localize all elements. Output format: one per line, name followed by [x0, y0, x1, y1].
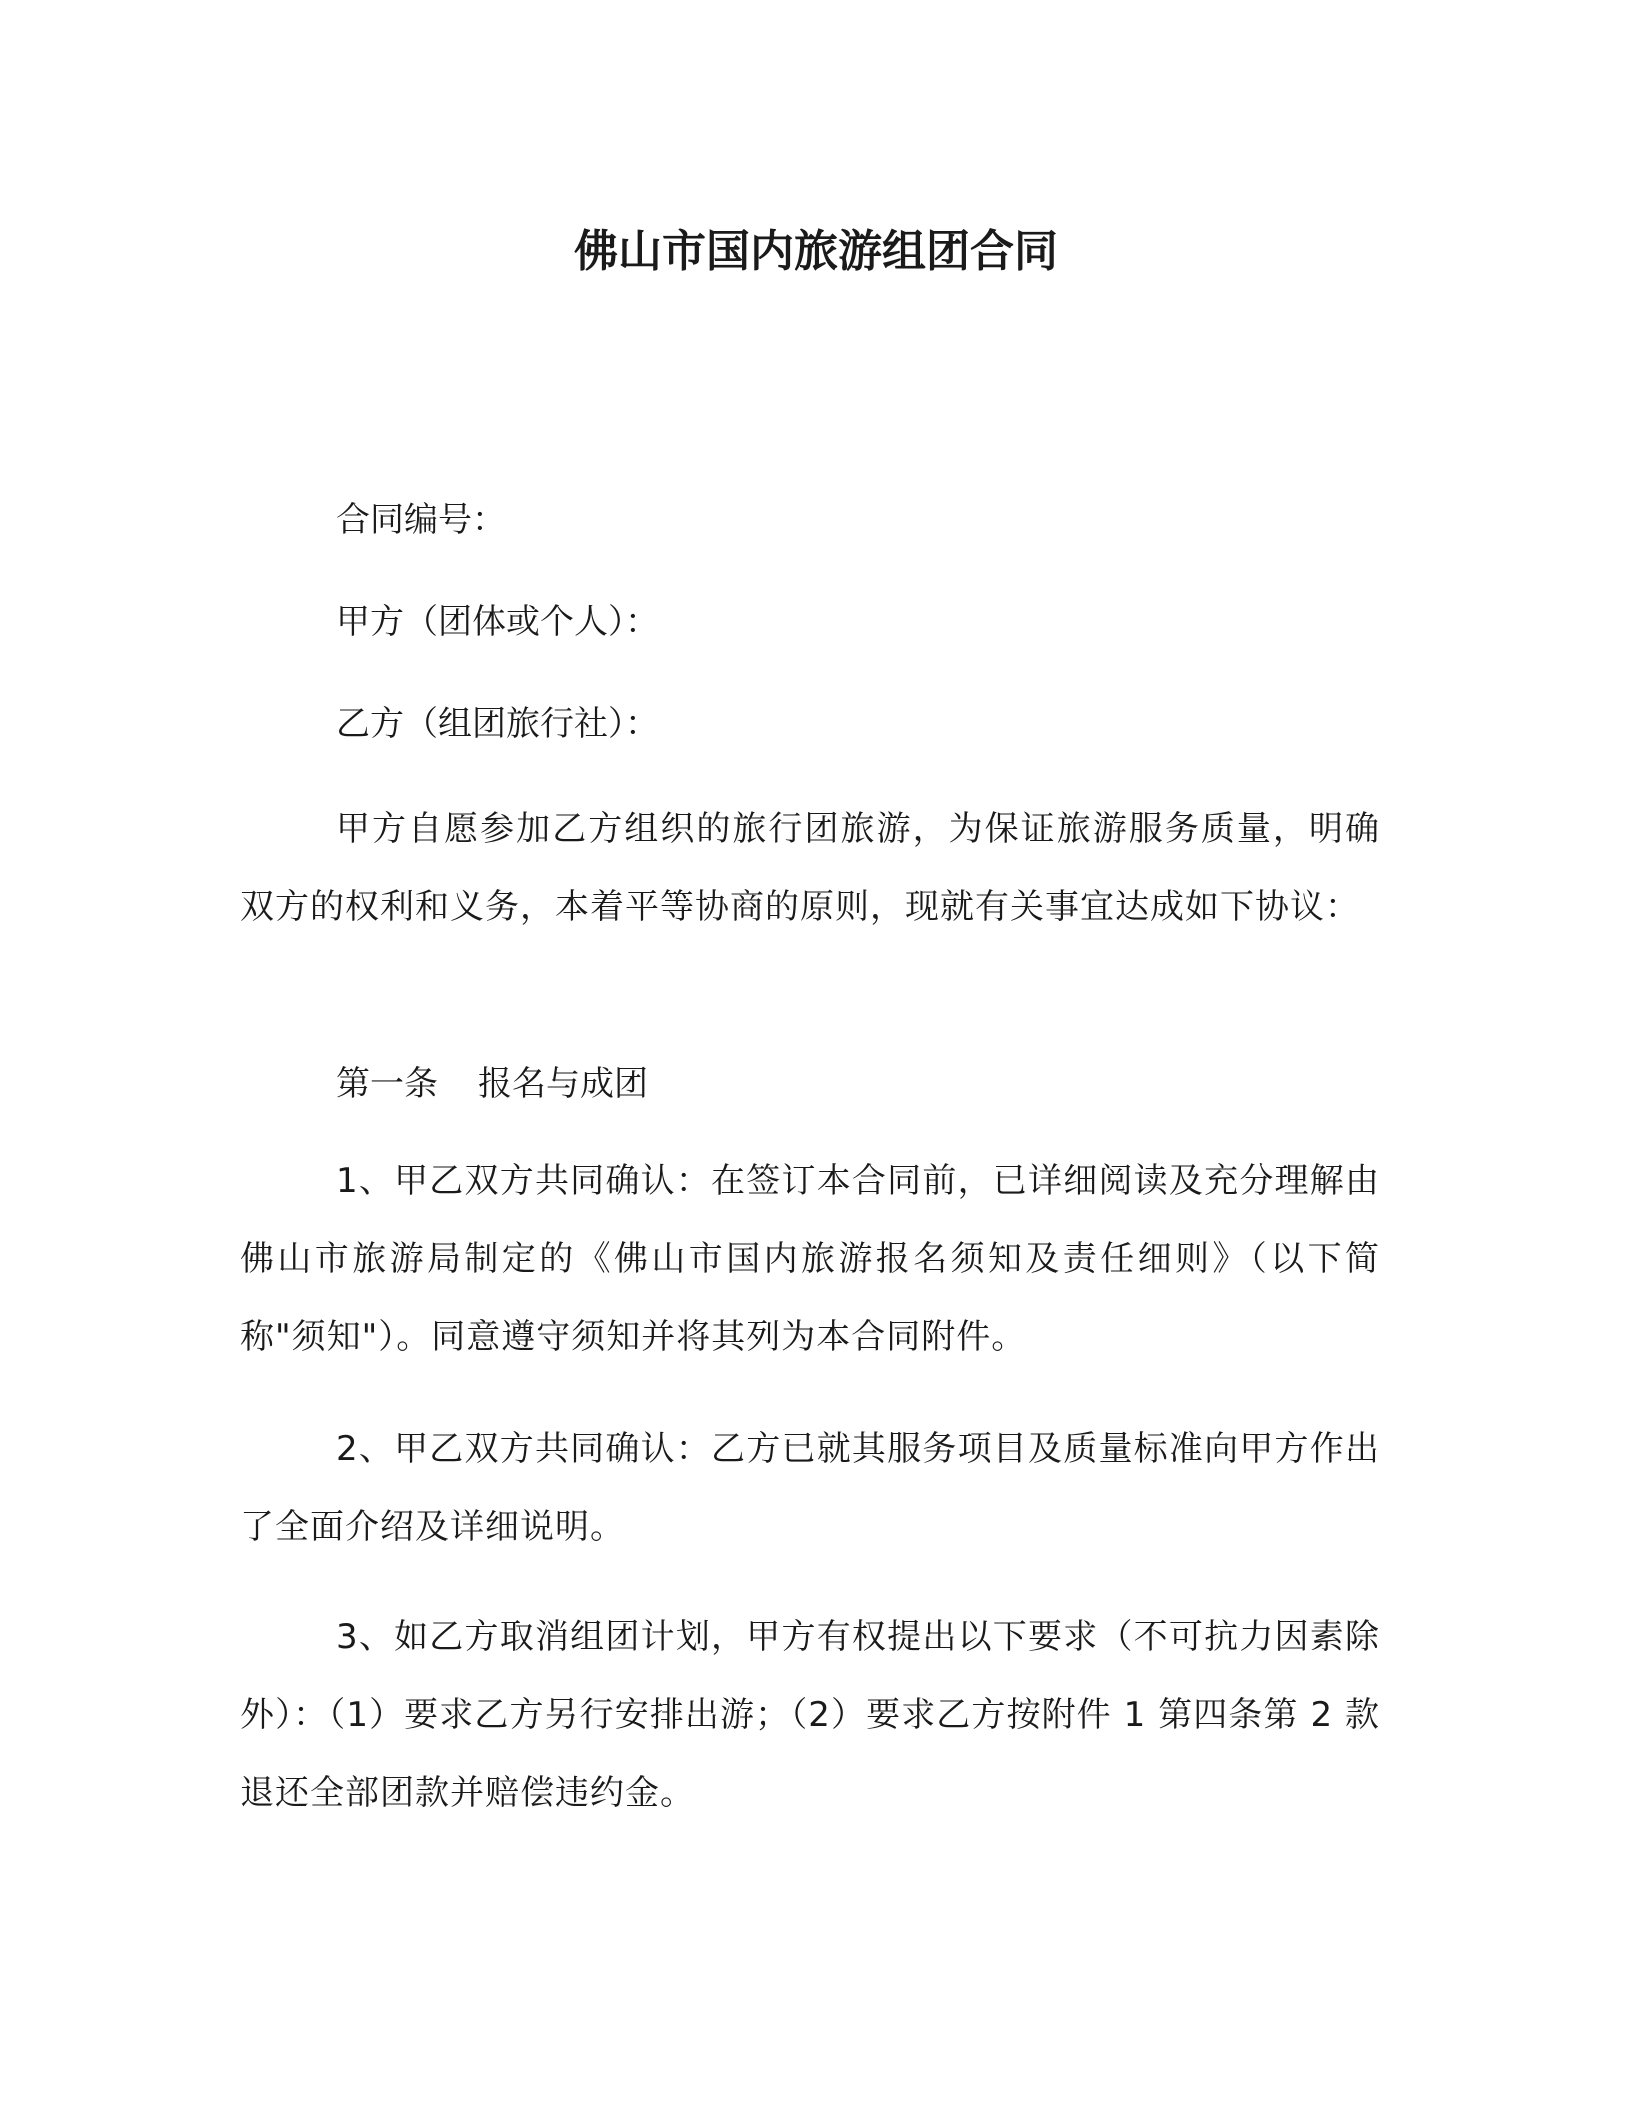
clause-1: 1、甲乙双方共同确认：在签订本合同前，已详细阅读及充分理解由佛山市旅游局制定的《佛山市国内旅游报名须知及责任细则》（以下简称"须知"）。同意遵守须知并将其列为本合同附件。	[240, 1161, 1380, 1357]
article-1-heading	[336, 1060, 648, 1108]
contract-number-label: 合同编号：	[336, 500, 506, 540]
document-title: 佛山市国内旅游组团合同	[574, 226, 1058, 277]
clause-3: 3、如乙方取消组团计划，甲方有权提出以下要求（不可抗力因素除外）：（1）要求乙方另行安排出游；（2）要求乙方按附件 1 第四条第 2 款退还全部团款并赔偿违约金。	[240, 1617, 1380, 1813]
article-1-title: 报名与成团	[478, 1064, 648, 1104]
party-a-label: 甲方（团体或个人）：	[336, 602, 659, 642]
party-b-label: 乙方（组团旅行社）：	[336, 704, 659, 744]
clause-2: 2、甲乙双方共同确认：乙方已就其服务项目及质量标准向甲方作出了全面介绍及详细说明。	[240, 1429, 1380, 1547]
article-1-number: 第一条	[336, 1064, 438, 1104]
preamble-paragraph: 甲方自愿参加乙方组织的旅行团旅游，为保证旅游服务质量，明确双方的权利和义务，本着平等协商的原则，现就有关事宜达成如下协议：	[240, 809, 1380, 927]
